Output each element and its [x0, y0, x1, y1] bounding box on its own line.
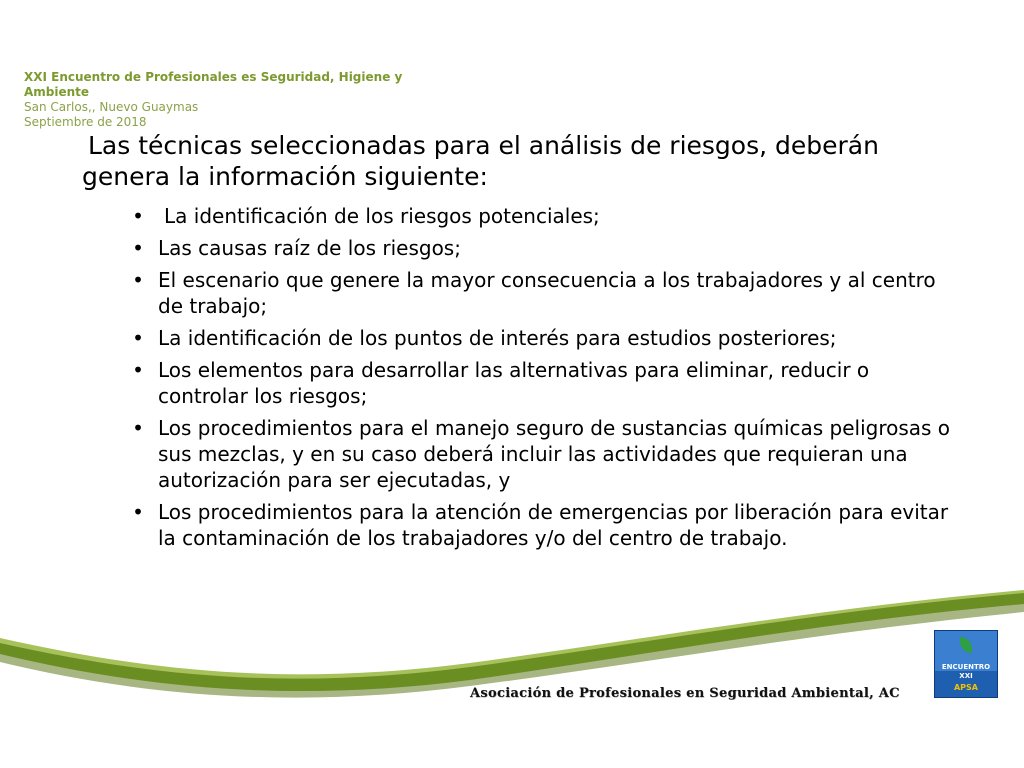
list-item — [126, 499, 956, 551]
bullet-icon: • — [132, 500, 144, 524]
bullet-icon: • — [132, 326, 144, 350]
bullet-icon: • — [132, 358, 144, 382]
bullet-text: El escenario que genere la mayor consecuencia a los trabajadores y al centro de trabajo; — [158, 268, 936, 318]
bullet-icon: • — [132, 236, 144, 260]
event-date: Septiembre de 2018 — [24, 115, 147, 129]
bullet-icon: • — [132, 204, 144, 228]
list-item — [126, 357, 956, 409]
logo-subtext: APSA — [953, 683, 978, 692]
event-title: XXI Encuentro de Profesionales es Seguridad, Higiene y Ambiente — [24, 70, 403, 99]
event-header — [24, 70, 454, 130]
bullet-text: Los procedimientos para la atención de emergencias por liberación para evitar la contaminación de los trabajadores y/o del centro de trabajo. — [158, 500, 949, 550]
bullet-text: Los elementos para desarrollar las alternativas para eliminar, reducir o controlar los riesgos; — [158, 358, 870, 408]
bullet-text: Las causas raíz de los riesgos; — [158, 236, 461, 260]
encuentro-logo — [934, 630, 998, 698]
logo-text: ENCUENTRO XXI — [941, 663, 991, 680]
list-item — [126, 325, 956, 351]
list-item — [126, 235, 956, 261]
bullet-text: La identificación de los riesgos potenciales; — [164, 204, 600, 228]
intro-paragraph: Las técnicas seleccionadas para el análisis de riesgos, deberán genera la información siguiente: — [82, 131, 879, 191]
organization-name: Asociación de Profesionales en Seguridad Ambiental, AC — [470, 686, 900, 701]
event-location: San Carlos,, Nuevo Guaymas — [24, 100, 199, 114]
bullet-text: Los procedimientos para el manejo seguro de sustancias químicas peligrosas o sus mezclas, y en su caso deberá incluir las actividades que requieran una autorización para ser ejecutadas, y — [158, 416, 951, 492]
bullet-icon: • — [132, 416, 144, 440]
list-item — [126, 267, 956, 319]
list-item — [126, 415, 956, 493]
list-item — [126, 203, 956, 229]
bullet-text: La identificación de los puntos de interés para estudios posteriores; — [158, 326, 837, 350]
bullet-list — [126, 203, 956, 557]
bullet-icon: • — [132, 268, 144, 292]
